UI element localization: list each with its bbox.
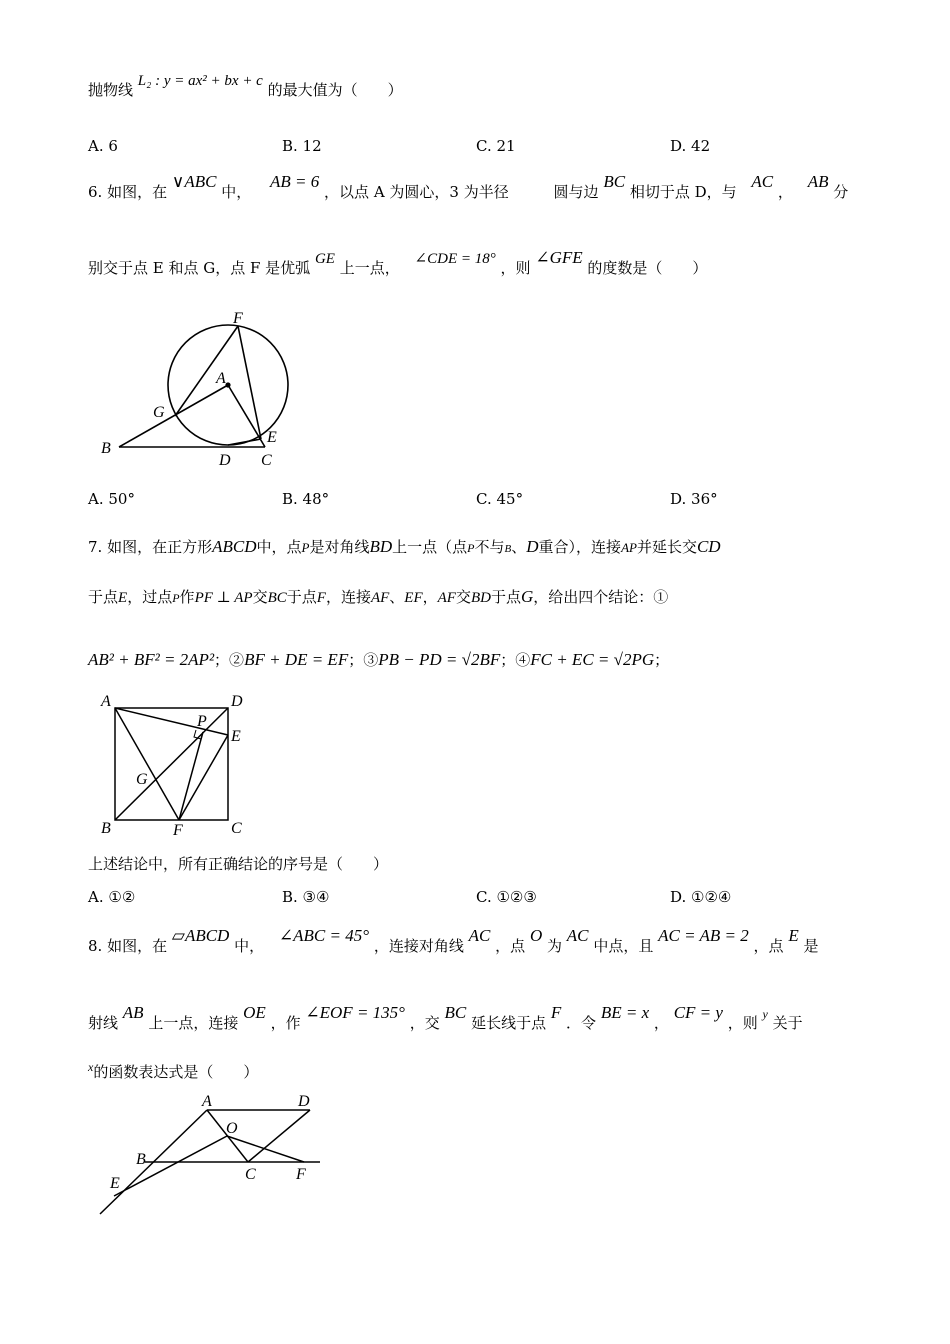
label-a: A <box>101 693 111 710</box>
label-p: P <box>197 713 207 730</box>
label-b: B <box>101 440 111 457</box>
text: 上一点， <box>339 259 400 277</box>
text: ．令 <box>566 1014 597 1032</box>
q8-stem-line2 <box>88 1003 803 1034</box>
math: AC <box>751 172 774 191</box>
q7-option-b[interactable]: B. ③④ <box>282 888 330 906</box>
math: E <box>118 590 128 606</box>
math: FC + EC = √2PG <box>530 650 655 669</box>
text: 圆与边 <box>553 183 599 201</box>
q7-stem-line3 <box>88 650 669 670</box>
math: BC <box>444 1003 467 1022</box>
label-g: G <box>136 771 148 788</box>
label-e: E <box>110 1175 120 1192</box>
label-c: C <box>261 452 272 469</box>
text: 中， <box>234 937 265 955</box>
math: AC <box>566 926 589 945</box>
text: 不与 <box>474 538 505 556</box>
text: 上一点，连接 <box>148 1014 239 1032</box>
text: 中，点 <box>256 538 302 556</box>
text: ， <box>777 183 793 201</box>
text: 上一点（点 <box>392 538 468 556</box>
text: ，作 <box>270 1014 301 1032</box>
math: x <box>88 1060 94 1074</box>
math: y <box>762 1007 768 1021</box>
q7-option-d[interactable]: D. ①②④ <box>670 888 732 906</box>
label-f: F <box>233 310 243 327</box>
math: ∠GFE <box>535 248 583 267</box>
math: E <box>788 926 799 945</box>
label-c: C <box>231 820 242 837</box>
text: ；④ <box>500 651 531 669</box>
text: ，连接对角线 <box>373 937 464 955</box>
text: 中， <box>221 183 252 201</box>
text: 8. 如图，在 <box>88 937 168 955</box>
math: EF <box>404 590 423 606</box>
text: ，以点 A 为圆心，3 为半径 <box>324 183 509 201</box>
text: ，则 <box>500 259 531 277</box>
q6-stem-line1 <box>88 172 849 202</box>
segment-af <box>115 708 179 820</box>
math: OE <box>243 1003 266 1022</box>
q5-formula: L₂ : y = ax² + bx + c <box>137 73 263 89</box>
text: 作 <box>179 588 195 606</box>
q6-option-b[interactable]: B. 48° <box>282 490 330 508</box>
text: 别交于点 E 和点 G，点 F 是优弧 <box>88 259 311 277</box>
q5-stem <box>88 73 403 101</box>
math: AC <box>468 926 491 945</box>
q8-stem-line1 <box>88 926 819 956</box>
math: G <box>521 587 534 606</box>
math: ∠EOF = 135° <box>305 1003 405 1022</box>
math: AB² + BF² = 2AP² <box>88 650 215 669</box>
text: 交 <box>455 588 471 606</box>
math: ∠CDE = 18° <box>414 251 496 267</box>
q7-stem-line1 <box>88 537 721 559</box>
text: ，点 <box>753 937 784 955</box>
q6-figure <box>95 305 325 475</box>
label-g: G <box>153 404 165 421</box>
text: ；③ <box>348 651 379 669</box>
text: 的函数表达式是（ ） <box>93 1063 259 1081</box>
text: ，过点 <box>127 588 173 606</box>
center-dot <box>225 382 230 387</box>
text: 关于 <box>772 1014 803 1032</box>
text: 重合），连接 <box>538 538 622 556</box>
math: B <box>504 543 512 555</box>
q7-stem-line2 <box>88 587 668 608</box>
q5-option-d[interactable]: D. 42 <box>670 137 711 155</box>
q7-question: 上述结论中，所有正确结论的序号是（ ） <box>88 855 389 873</box>
segment-fg <box>175 326 238 416</box>
math: AB = 6 <box>270 172 320 191</box>
math: F <box>550 1003 562 1022</box>
math: PB − PD = √2BF <box>378 650 501 669</box>
math: P <box>301 540 310 555</box>
text: ，连接 <box>325 588 371 606</box>
segment-ac <box>228 385 265 447</box>
text: 6. 如图，在 <box>88 183 168 201</box>
q6-option-d[interactable]: D. 36° <box>670 490 718 508</box>
text: ， <box>653 1014 669 1032</box>
math: BD <box>369 537 393 556</box>
math: AP <box>621 540 637 555</box>
label-e: E <box>231 728 241 745</box>
math: BE = x <box>600 1003 650 1022</box>
q8-figure <box>90 1088 330 1220</box>
math: AF <box>370 590 390 606</box>
math: BD <box>470 590 491 606</box>
label-d: D <box>231 693 243 710</box>
text: 7. 如图，在正方形 <box>88 538 213 556</box>
text: ，交 <box>409 1014 440 1032</box>
q5-option-b[interactable]: B. 12 <box>282 137 322 155</box>
text: 交 <box>252 588 268 606</box>
label-a: A <box>202 1093 212 1110</box>
label-e: E <box>267 429 277 446</box>
q5-suffix: 的最大值为（ ） <box>267 81 403 99</box>
text: ； <box>654 651 670 669</box>
text: 于点 <box>286 588 317 606</box>
math: AC = AB = 2 <box>658 926 749 945</box>
math: GE <box>314 251 335 267</box>
text: 为 <box>547 937 563 955</box>
math: BC <box>267 590 287 606</box>
label-d: D <box>298 1093 310 1110</box>
text: ，则 <box>727 1014 758 1032</box>
text: 的度数是（ ） <box>587 259 708 277</box>
text: 于点 <box>88 588 119 606</box>
math: PF ⊥ AP <box>194 590 253 606</box>
q8-stem-line3 <box>88 1062 258 1083</box>
right-angle-mark <box>194 730 201 739</box>
text: 分 <box>833 183 849 201</box>
text: 延长线于点 <box>471 1014 547 1032</box>
q6-option-a[interactable]: A. 50° <box>88 490 135 508</box>
q5-option-c[interactable]: C. 21 <box>476 137 516 155</box>
math: CF = y <box>673 1003 723 1022</box>
label-f: F <box>173 822 183 838</box>
math: F <box>316 590 326 606</box>
math: ∠ABC = 45° <box>278 926 370 945</box>
math: AF <box>437 590 456 606</box>
q5-option-a[interactable]: A. 6 <box>88 137 118 155</box>
math: P <box>172 591 180 605</box>
text: ，给出四个结论：① <box>533 588 669 606</box>
label-d: D <box>219 452 231 469</box>
segment-ae <box>115 708 228 735</box>
math: CD <box>696 537 721 556</box>
text: 、 <box>389 588 405 606</box>
q6-option-c[interactable]: C. 45° <box>476 490 524 508</box>
text: 并延长交 <box>636 538 697 556</box>
q5-prefix: 抛物线 <box>88 81 134 99</box>
text: ，点 <box>495 937 526 955</box>
text: 、 <box>511 538 527 556</box>
math: D <box>526 537 539 556</box>
label-b: B <box>136 1151 146 1168</box>
math: AB <box>122 1003 144 1022</box>
label-b: B <box>101 820 111 837</box>
text: 相切于点 D，与 <box>629 183 737 201</box>
math: ABCD <box>212 537 257 556</box>
math: P <box>467 541 475 555</box>
label-a: A <box>216 370 226 387</box>
text: ；② <box>214 651 245 669</box>
segment-de <box>228 439 261 445</box>
math: BF + DE = EF <box>244 650 349 669</box>
math: ∨ABC <box>171 172 217 191</box>
q6-stem-line2 <box>88 248 708 279</box>
label-f: F <box>296 1166 306 1183</box>
label-c: C <box>245 1166 256 1183</box>
text: 是 <box>803 937 819 955</box>
q7-figure <box>95 688 255 838</box>
q7-option-c[interactable]: C. ①②③ <box>476 888 537 906</box>
math: ▱ABCD <box>171 926 230 945</box>
segment-ba <box>119 385 228 447</box>
math: O <box>529 926 543 945</box>
text: 中点，且 <box>593 937 654 955</box>
text: ， <box>422 588 438 606</box>
segment-ef <box>179 735 228 820</box>
label-o: O <box>226 1120 238 1137</box>
q7-option-a[interactable]: A. ①② <box>88 888 136 906</box>
text: 射线 <box>88 1014 119 1032</box>
text: 是对角线 <box>309 538 370 556</box>
math: BC <box>603 172 626 191</box>
text: 于点 <box>490 588 521 606</box>
math: AB <box>807 172 829 191</box>
